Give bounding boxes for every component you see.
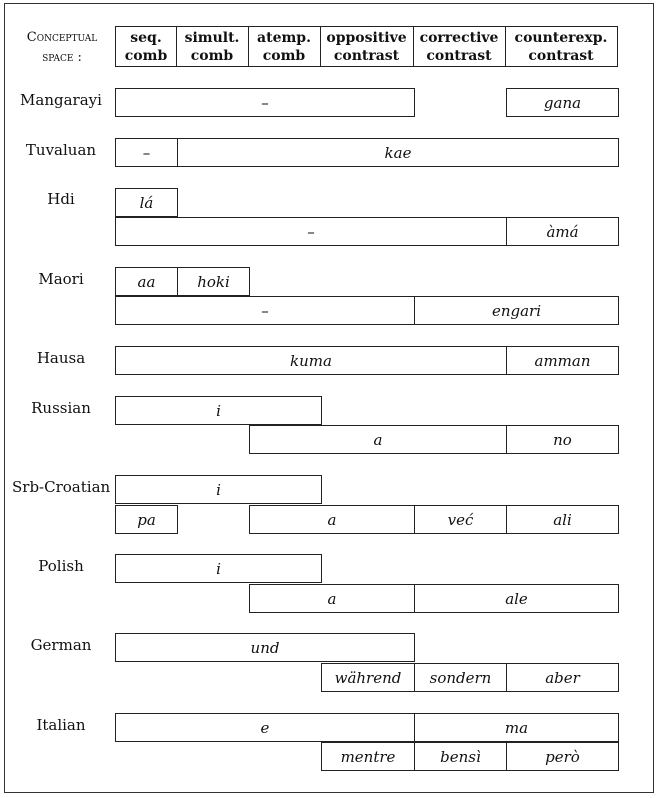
- marker-cell: hoki: [177, 267, 250, 296]
- marker-cell: sondern: [414, 663, 507, 692]
- marker-cell: no: [506, 425, 619, 454]
- column-header-label: counterexp. contrast: [514, 29, 608, 64]
- column-header-1: [176, 26, 249, 67]
- marker-cell: aber: [506, 663, 619, 692]
- marker-cell: kuma: [115, 346, 507, 375]
- language-label: Hdi: [47, 190, 75, 208]
- language-label: Polish: [38, 557, 84, 575]
- marker-cell: engari: [414, 296, 619, 325]
- column-header-label: corrective contrast: [419, 29, 499, 64]
- conceptual-space-label: [12, 28, 112, 68]
- marker-cell: aa: [115, 267, 178, 296]
- marker-cell: amman: [506, 346, 619, 375]
- language-label: Mangarayi: [20, 91, 102, 109]
- marker-cell: a: [249, 584, 415, 613]
- conceptual-space-line: space :: [42, 50, 82, 65]
- marker-cell: pa: [115, 505, 178, 534]
- column-header-4: [413, 26, 506, 67]
- marker-cell: a: [249, 425, 507, 454]
- marker-cell: –: [115, 88, 415, 117]
- marker-cell: ali: [506, 505, 619, 534]
- language-label: Tuvaluan: [25, 141, 97, 159]
- marker-cell: bensì: [414, 742, 507, 771]
- marker-cell: –: [115, 138, 178, 167]
- column-header-2: [248, 26, 321, 67]
- column-header-label: seq. comb: [124, 29, 168, 64]
- marker-cell: gana: [506, 88, 619, 117]
- language-label: Hausa: [36, 349, 86, 367]
- marker-cell: već: [414, 505, 507, 534]
- marker-cell: e: [115, 713, 415, 742]
- marker-cell: ma: [414, 713, 619, 742]
- column-header-label: atemp. comb: [257, 29, 311, 64]
- marker-cell: –: [115, 296, 415, 325]
- marker-cell: während: [321, 663, 415, 692]
- marker-cell: i: [115, 396, 322, 425]
- language-label: Srb-Croatian: [12, 478, 111, 496]
- language-label: Russian: [31, 399, 91, 417]
- column-header-3: [320, 26, 414, 67]
- language-label: German: [30, 636, 92, 654]
- marker-cell: a: [249, 505, 415, 534]
- conceptual-space-line: Conceptual: [26, 30, 98, 45]
- column-header-label: oppositive contrast: [326, 29, 407, 64]
- marker-cell: –: [115, 217, 507, 246]
- column-header-label: simult. comb: [184, 29, 240, 64]
- marker-cell: und: [115, 633, 415, 662]
- marker-cell: però: [506, 742, 619, 771]
- column-header-5: [505, 26, 618, 67]
- marker-cell: kae: [177, 138, 619, 167]
- marker-cell: i: [115, 554, 322, 583]
- column-header-0: [115, 26, 177, 67]
- marker-cell: i: [115, 475, 322, 504]
- language-label: Italian: [36, 716, 86, 734]
- marker-cell: àmá: [506, 217, 619, 246]
- marker-cell: lá: [115, 188, 178, 217]
- marker-cell: ale: [414, 584, 619, 613]
- marker-cell: mentre: [321, 742, 415, 771]
- language-label: Maori: [38, 270, 84, 288]
